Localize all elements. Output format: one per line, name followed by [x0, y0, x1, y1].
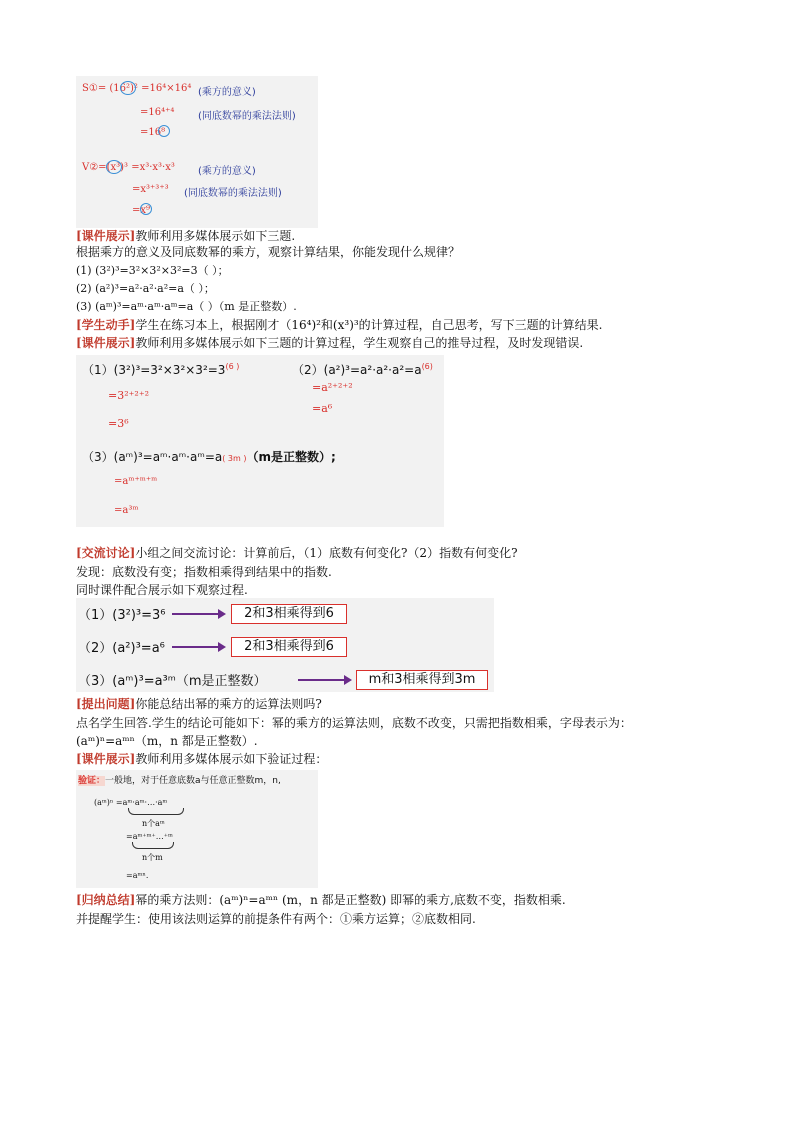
arrow-icon: [298, 679, 346, 681]
calc-q3-step-2: =a³ᵐ: [114, 505, 139, 516]
list-item-2: (2) (a²)³=a²·a²·a²=a（ ）；: [76, 282, 215, 295]
paragraph-observe: 同时课件配合展示如下观察过程.: [76, 583, 248, 597]
paragraph-text: 教师利用多媒体展示如下三题.: [135, 229, 296, 243]
list-item-3: (3) (aᵐ)³=aᵐ·aᵐ·aᵐ=a（ ）（m 是正整数）.: [76, 300, 297, 313]
tag-label: [交流讨论]: [76, 546, 136, 560]
arrow-icon: [172, 646, 220, 648]
paragraph-text: 教师利用多媒体展示如下三题的计算过程，学生观察自己的推导过程，及时发现错误.: [135, 336, 584, 350]
verify-line-5: =aᵐⁿ.: [126, 871, 149, 880]
verify-title: [78, 773, 281, 786]
s-line-2: =16⁴⁺⁴: [140, 107, 175, 118]
brace-mark: [128, 808, 184, 815]
paragraph-text: 幂的乘方法则：(aᵐ)ⁿ=aᵐⁿ (m，n 都是正整数) 即幂的乘方,底数不变，指数相乘.: [135, 893, 566, 907]
calc-q2: $(2)(a^2)^3=a^2\cdot a^2\cdot a^2=a^{(6)}$: [292, 362, 433, 377]
paragraph-summary: [76, 893, 566, 908]
brace-mark: [132, 842, 174, 849]
verify-line-4: n个m: [142, 853, 163, 862]
paragraph-answer: 点名学生回答.学生的结论可能如下：幂的乘方的运算法则，底数不改变，只需把指数相乘，字母表示为：: [76, 716, 632, 730]
paragraph-reminder: 并提醒学生：使用该法则运算的前提条件有两个：①乘方运算；②底数相同.: [76, 912, 476, 926]
calc-q2-step-1: =a²⁺²⁺²: [312, 381, 353, 394]
circle-mark: [140, 203, 152, 215]
circle-mark: [106, 160, 122, 174]
tag-label: [提出问题]: [76, 697, 136, 711]
calc-q1: $(1)(3^2)^3=3^2\times 3^2\times 3^2=3^{(6 )}$: [82, 362, 240, 377]
v-note-1: (乘方的意义): [198, 166, 256, 177]
calc-q2-answer: (6): [421, 362, 433, 371]
v-line-2: =x³⁺³⁺³: [132, 184, 169, 195]
calc-q3: （3）(aᵐ)³=aᵐ·aᵐ·aᵐ=a( 3m )（m是正整数）;: [82, 450, 336, 464]
paragraph-text: 小组之间交流讨论：计算前后，（1）底数有何变化?（2）指数有何变化?: [135, 546, 518, 560]
paragraph-text: 你能总结出幂的乘方的运算法则吗?: [135, 697, 322, 711]
paragraph-raise-question: [76, 697, 322, 712]
image-panel-calculations: [76, 355, 444, 527]
observe-note-2: 2和3相乘得到6: [231, 637, 347, 657]
paragraph-student: [76, 318, 603, 333]
image-panel-verification: [76, 770, 318, 888]
observe-row-1: （1）(3²)³=3⁶: [78, 608, 166, 623]
calc-q1-step-1: =3²⁺²⁺²: [108, 389, 150, 402]
verify-tag: 验证：: [78, 776, 106, 786]
verify-title-text: 一般地，对于任意底数a与任意正整数m，n,: [105, 776, 281, 786]
tag-label: [课件展示]: [76, 336, 136, 350]
tag-label: [课件展示]: [76, 229, 136, 243]
calc-q3-step-1: =aᵐ⁺ᵐ⁺ᵐ: [114, 476, 158, 487]
calc-q2-step-2: =a⁶: [312, 402, 333, 415]
paragraph-formula: (aᵐ)ⁿ=aᵐⁿ（m，n 都是正整数）.: [76, 734, 258, 748]
list-item-1: (1) (3²)³=3²×3²×3²=3（ ）；: [76, 264, 229, 277]
v-note-2: (同底数幂的乘法法则): [184, 188, 282, 199]
circle-mark: [120, 81, 136, 95]
arrow-icon: [172, 613, 220, 615]
calc-q3-answer: ( 3m ): [222, 454, 247, 463]
paragraph-text: 学生在练习本上，根据刚才（16⁴)²和(x³)³的计算过程，自己思考，写下三题的计算结果.: [135, 318, 603, 332]
s-note-1: (乘方的意义): [198, 87, 256, 98]
s-line-1: S①= (16²)² =16⁴×16⁴: [82, 83, 192, 94]
v-line-1: V②=(x³)³ =x³·x³·x³: [82, 162, 175, 173]
paragraph-courseware-2: [76, 336, 583, 351]
circle-mark: [158, 125, 170, 137]
observe-note-1: 2和3相乘得到6: [231, 604, 347, 624]
tag-label: [课件展示]: [76, 752, 136, 766]
paragraph-courseware-3: [76, 752, 327, 767]
calc-q1-answer: (6 ): [225, 362, 240, 371]
paragraph-question: 根据乘方的意义及同底数幂的乘方，观察计算结果，你能发现什么规律？: [76, 245, 461, 259]
s-line-3: =16⁸: [140, 127, 166, 138]
image-panel-s-v: [76, 76, 318, 228]
tag-label: [学生动手]: [76, 318, 136, 332]
observe-row-3: （3）(aᵐ)³=a³ᵐ（m是正整数）: [78, 674, 267, 689]
observe-row-2: （2）(a²)³=a⁶: [78, 641, 165, 656]
s-note-2: (同底数幂的乘法法则): [198, 111, 296, 122]
verify-line-2: n个aᵐ: [142, 819, 165, 828]
v-line-3: =x⁹: [132, 205, 151, 216]
observe-note-3: m和3相乘得到3m: [356, 670, 488, 690]
tag-label: [归纳总结]: [76, 893, 136, 907]
verify-line-3: =aᵐ⁺ᵐ⁺…⁺ᵐ: [126, 832, 173, 841]
verify-line-1: (aᵐ)ⁿ =aᵐ·aᵐ·…·aᵐ: [94, 798, 168, 807]
paragraph-discussion: [76, 546, 518, 561]
paragraph-finding: 发现：底数没有变；指数相乘得到结果中的指数.: [76, 565, 332, 579]
calc-q3-condition: （m是正整数）;: [246, 450, 336, 464]
calc-q1-step-2: =3⁶: [108, 417, 129, 430]
image-panel-observation: [76, 598, 494, 692]
paragraph-courseware-1: [76, 229, 295, 244]
paragraph-text: 教师利用多媒体展示如下验证过程：: [135, 752, 328, 766]
